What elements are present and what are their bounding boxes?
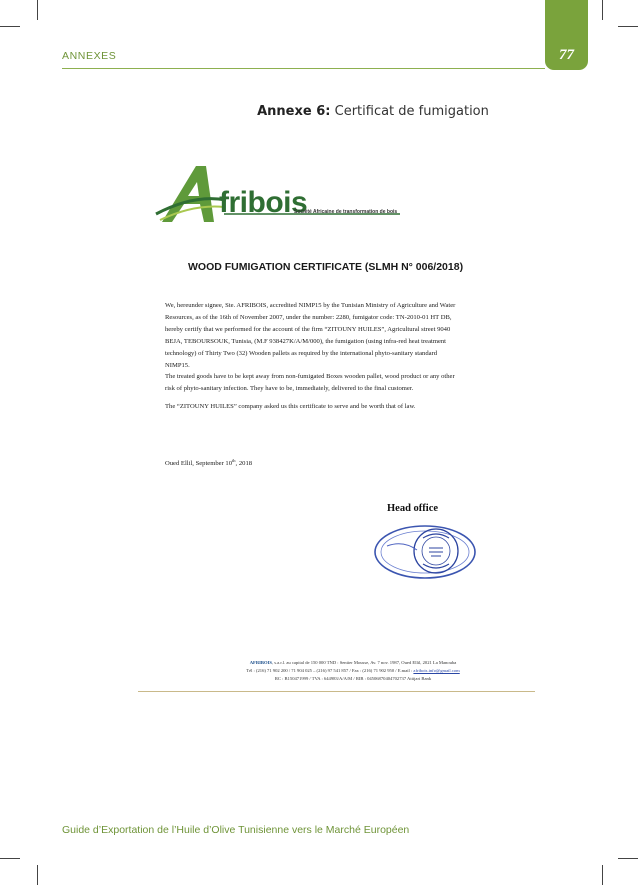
footer-line-1: AFRIBOIS, s.a.r.l. au capital de 150 000 TND : Sentier Mousse, Av. 7 nov. 1987, Oued Ellil, 2021 La Manouba [249, 660, 457, 665]
guide-footer-title: Guide d’Exportation de l’Huile d’Olive Tunisienne vers le Marché Européen [62, 824, 410, 836]
crop-mark-bl-v [37, 865, 38, 885]
crop-mark-tr-v [602, 0, 603, 20]
footer-company: AFRIBOIS [249, 660, 272, 665]
logo-tagline: Société Africaine de transformation de bois [294, 209, 398, 215]
company-footer [188, 659, 518, 683]
crop-mark-br-h [618, 858, 638, 859]
annex-name: Certificat de fumigation [334, 104, 489, 119]
crop-mark-br-v [602, 865, 603, 885]
afribois-logo [154, 160, 404, 232]
place-text: Oued Ellil, September 10 [165, 460, 233, 468]
certificate-body [165, 300, 537, 413]
page-number: 77 [559, 47, 574, 63]
crop-mark-tl-v [37, 0, 38, 20]
place-and-date [165, 458, 252, 467]
fumigation-certificate-image [120, 150, 535, 710]
body-line: Resources, as of the 16th of November 2007, under the number: 2280, fumigator code: TN-2010-01 HT DB, [165, 313, 452, 321]
footer-line-3: RC : B150471999 / TVA : 644983/A/A/M / RIB : 04506870404702737 Attijari Bank [274, 676, 432, 681]
body-line: NIMP15. [165, 361, 190, 369]
date-suffix: th [232, 458, 236, 463]
body-line: technology) of Thirty Two (32) Wooden pallets as required by the international phyto-sanitary standard [165, 349, 438, 357]
crop-mark-tr-h [618, 26, 638, 27]
body-line: hereby certify that we performed for the account of the firm “ZITOUNY HUILES”, Agricultural street 9040 [165, 325, 451, 333]
closing-line: The “ZITOUNY HUILES” company asked us this certificate to serve and be worth that of law. [165, 403, 416, 411]
crop-mark-tl-h [0, 26, 20, 27]
footer-line-2: Tél : (216) 71 902 200 / 71 904 025 – (216) 97 541 857 / Fax : (216) 71 902 950 / E.mail : afribois.info@gmail.com [246, 668, 460, 673]
crop-mark-bl-h [0, 858, 20, 859]
year-text: , 2018 [235, 460, 253, 468]
body-line: risk of phyto-sanitary infection. They have to be, immediately, delivered to the final customer. [165, 385, 414, 393]
annex-label: Annexe 6: [257, 104, 331, 119]
body-line: BEJA, TEBOURSOUK, Tunisia, (M.F 938427K/A/M/000), the fumigation (using infra-red heat treatment [165, 337, 447, 345]
body-line: We, hereunder signee, Ste. AFRIBOIS, accredited NIMP15 by the Tunisian Ministry of Agriculture and Water [165, 302, 456, 309]
certificate-title: WOOD FUMIGATION CERTIFICATE (SLMH N° 006/2018) [188, 261, 464, 273]
annex-title [0, 104, 638, 119]
logo-wordmark: fribois [219, 186, 308, 219]
footer-email-link[interactable]: afribois.info@gmail.com [413, 668, 460, 673]
signature-title: Head office [387, 503, 439, 514]
body-line: The treated goods have to be kept away from non-fumigated Boxes wooden pallet, wood product or any other [165, 373, 455, 381]
header-divider [62, 68, 545, 69]
certificate-footer-rule [138, 691, 535, 692]
official-stamp-icon [373, 522, 478, 582]
section-label: ANNEXES [62, 50, 117, 62]
